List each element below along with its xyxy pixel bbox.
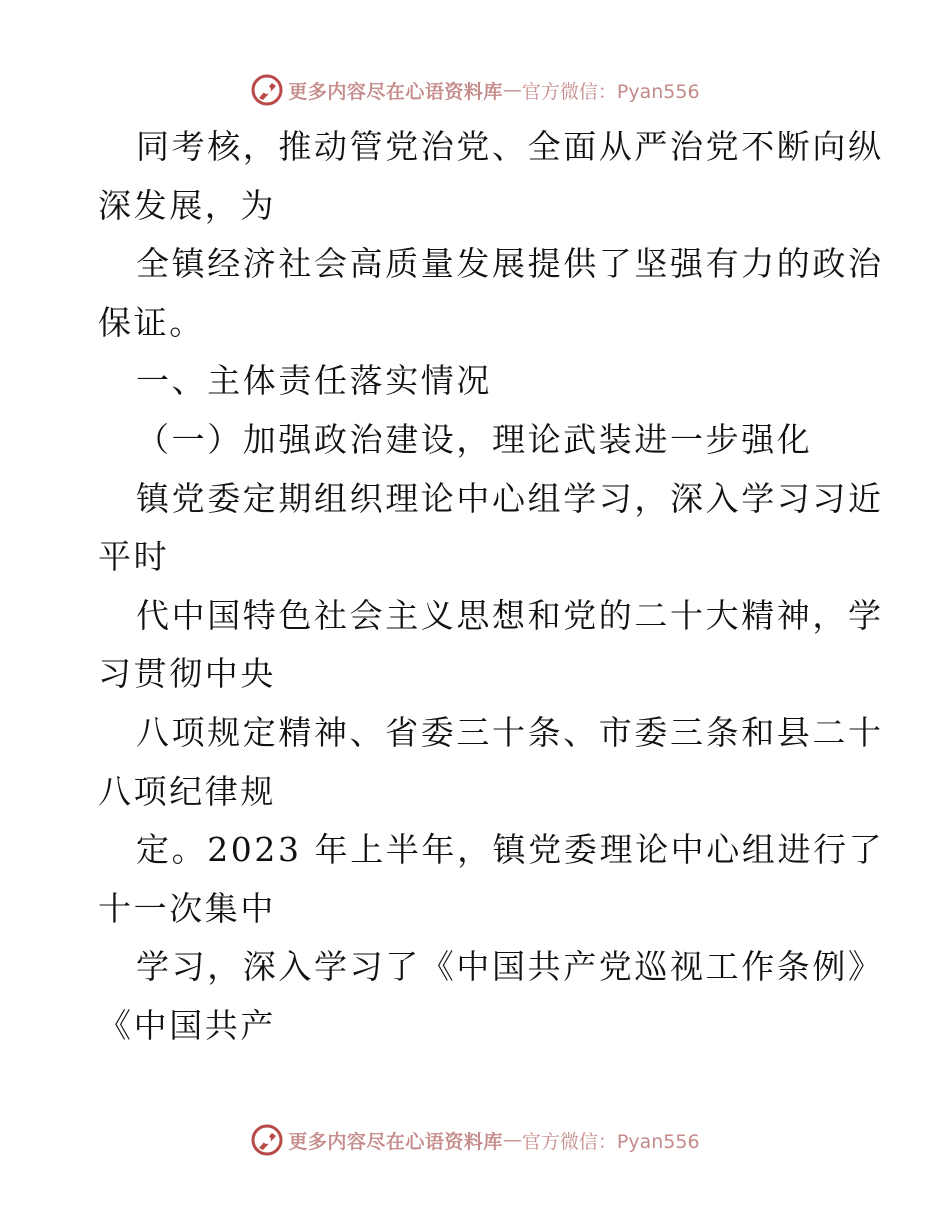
body-line: 深发展，为 [98,185,276,225]
body-line: 学习，深入学习了《中国共产党巡视工作条例》 [136,947,884,987]
footer-watermark [0,1120,950,1160]
body-line: 十一次集中 [98,888,276,928]
watermark-wechat: 官方微信：Pyan556 [521,80,700,103]
body-line: 八项规定精神、省委三十条、市委三条和县二十 [136,712,884,752]
watermark-separator: — [502,1129,522,1151]
header-watermark [0,70,950,110]
subsection-heading: （一）加强政治建设，理论武装进一步强化 [136,419,813,459]
body-line: 保证。 [98,302,205,342]
watermark-separator: — [502,79,522,101]
body-line: 镇党委定期组织理论中心组学习，深入学习习近 [136,478,884,518]
document-body [98,118,885,1056]
body-line: 同考核，推动管党治党、全面从严治党不断向纵 [136,127,884,166]
body-line: 八项纪律规 [98,771,276,811]
watermark-wechat: 官方微信：Pyan556 [521,1130,700,1153]
body-line: 习贯彻中央 [98,654,276,694]
pen-logo-icon [250,1123,284,1157]
watermark-brand: 更多内容尽在心语资料库 [288,1130,503,1153]
watermark-brand: 更多内容尽在心语资料库 [288,80,503,103]
body-line: 《中国共产 [98,1005,276,1045]
body-line: 定。2023 年上半年，镇党委理论中心组进行了 [136,830,885,870]
body-line: 平时 [98,537,170,577]
pen-logo-icon [250,73,284,107]
section-heading: 一、主体责任落实情况 [136,361,492,401]
body-line: 全镇经济社会高质量发展提供了坚强有力的政治 [136,244,884,284]
body-line: 代中国特色社会主义思想和党的二十大精神，学 [136,595,884,635]
